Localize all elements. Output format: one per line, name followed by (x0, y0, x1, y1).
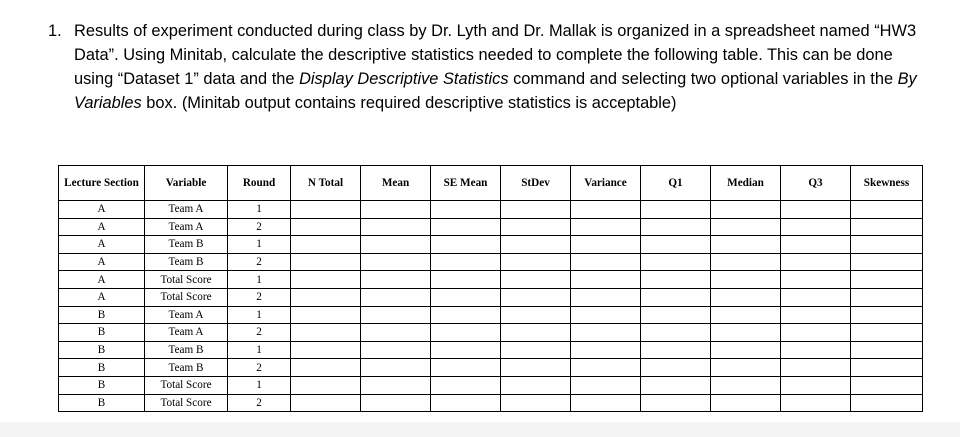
header-se-mean: SE Mean (431, 166, 501, 201)
cell-stdev-blank (501, 271, 571, 289)
cell-variable: Team B (145, 253, 228, 271)
cell-q3-blank (781, 218, 851, 236)
cell-se-mean-blank (431, 324, 501, 342)
cell-skewness-blank (851, 201, 923, 219)
cell-median-blank (711, 324, 781, 342)
cell-skewness-blank (851, 288, 923, 306)
cell-mean-blank (361, 324, 431, 342)
cell-lecture-section: B (59, 376, 145, 394)
cell-se-mean-blank (431, 394, 501, 412)
cell-n-total-blank (291, 306, 361, 324)
cell-se-mean-blank (431, 218, 501, 236)
table-row (59, 253, 923, 271)
cell-round: 1 (228, 201, 291, 219)
cell-variance-blank (571, 376, 641, 394)
table-row (59, 236, 923, 254)
command-name: Display Descriptive Statistics (299, 70, 509, 88)
cell-median-blank (711, 341, 781, 359)
cell-lecture-section: B (59, 359, 145, 377)
cell-n-total-blank (291, 359, 361, 377)
cell-variance-blank (571, 306, 641, 324)
cell-variance-blank (571, 288, 641, 306)
cell-se-mean-blank (431, 376, 501, 394)
cell-q1-blank (641, 236, 711, 254)
cell-median-blank (711, 359, 781, 377)
table-row (59, 306, 923, 324)
question-block (48, 19, 928, 115)
cell-round: 1 (228, 376, 291, 394)
cell-round: 1 (228, 306, 291, 324)
cell-round: 1 (228, 236, 291, 254)
cell-n-total-blank (291, 394, 361, 412)
header-round: Round (228, 166, 291, 201)
cell-mean-blank (361, 271, 431, 289)
question-text (74, 19, 928, 115)
cell-n-total-blank (291, 236, 361, 254)
cell-stdev-blank (501, 218, 571, 236)
header-q3: Q3 (781, 166, 851, 201)
cell-lecture-section: A (59, 218, 145, 236)
cell-stdev-blank (501, 288, 571, 306)
cell-se-mean-blank (431, 306, 501, 324)
cell-lecture-section: B (59, 341, 145, 359)
question-text-part: box. (Minitab output contains required descriptive statistics is acceptable) (141, 94, 677, 112)
cell-q1-blank (641, 288, 711, 306)
cell-q1-blank (641, 341, 711, 359)
cell-round: 1 (228, 271, 291, 289)
cell-q3-blank (781, 236, 851, 254)
cell-variable: Team B (145, 359, 228, 377)
cell-q1-blank (641, 306, 711, 324)
table-row (59, 218, 923, 236)
table-row (59, 201, 923, 219)
cell-round: 2 (228, 359, 291, 377)
cell-q1-blank (641, 359, 711, 377)
cell-stdev-blank (501, 201, 571, 219)
cell-round: 1 (228, 341, 291, 359)
cell-q1-blank (641, 253, 711, 271)
header-variable: Variable (145, 166, 228, 201)
table-row (59, 288, 923, 306)
cell-n-total-blank (291, 341, 361, 359)
cell-median-blank (711, 236, 781, 254)
cell-variance-blank (571, 341, 641, 359)
header-skewness: Skewness (851, 166, 923, 201)
cell-stdev-blank (501, 394, 571, 412)
cell-se-mean-blank (431, 341, 501, 359)
table-body (59, 201, 923, 412)
cell-n-total-blank (291, 376, 361, 394)
cell-q1-blank (641, 218, 711, 236)
cell-median-blank (711, 394, 781, 412)
cell-variance-blank (571, 201, 641, 219)
cell-se-mean-blank (431, 288, 501, 306)
cell-variable: Total Score (145, 288, 228, 306)
cell-variable: Total Score (145, 376, 228, 394)
cell-se-mean-blank (431, 236, 501, 254)
cell-median-blank (711, 218, 781, 236)
table-row (59, 341, 923, 359)
cell-mean-blank (361, 236, 431, 254)
cell-median-blank (711, 253, 781, 271)
bottom-edge (0, 422, 960, 437)
cell-variable: Team B (145, 341, 228, 359)
cell-mean-blank (361, 359, 431, 377)
cell-variable: Team A (145, 306, 228, 324)
cell-skewness-blank (851, 359, 923, 377)
cell-variance-blank (571, 324, 641, 342)
cell-skewness-blank (851, 394, 923, 412)
cell-q1-blank (641, 271, 711, 289)
cell-stdev-blank (501, 324, 571, 342)
header-variance: Variance (571, 166, 641, 201)
cell-stdev-blank (501, 253, 571, 271)
cell-lecture-section: A (59, 288, 145, 306)
cell-median-blank (711, 306, 781, 324)
cell-median-blank (711, 271, 781, 289)
cell-q3-blank (781, 271, 851, 289)
cell-variable: Team B (145, 236, 228, 254)
cell-n-total-blank (291, 253, 361, 271)
cell-skewness-blank (851, 306, 923, 324)
cell-q1-blank (641, 394, 711, 412)
table-row (59, 394, 923, 412)
cell-q1-blank (641, 201, 711, 219)
cell-mean-blank (361, 218, 431, 236)
cell-lecture-section: B (59, 306, 145, 324)
cell-q3-blank (781, 341, 851, 359)
cell-se-mean-blank (431, 201, 501, 219)
cell-se-mean-blank (431, 253, 501, 271)
cell-stdev-blank (501, 236, 571, 254)
cell-variance-blank (571, 236, 641, 254)
cell-q3-blank (781, 359, 851, 377)
cell-stdev-blank (501, 376, 571, 394)
cell-round: 2 (228, 324, 291, 342)
cell-round: 2 (228, 394, 291, 412)
cell-n-total-blank (291, 324, 361, 342)
cell-stdev-blank (501, 306, 571, 324)
cell-skewness-blank (851, 324, 923, 342)
cell-round: 2 (228, 218, 291, 236)
cell-q3-blank (781, 394, 851, 412)
cell-n-total-blank (291, 218, 361, 236)
cell-skewness-blank (851, 236, 923, 254)
question-number: 1. (48, 22, 62, 40)
box-name: By Variables (74, 70, 917, 112)
cell-skewness-blank (851, 341, 923, 359)
cell-n-total-blank (291, 201, 361, 219)
cell-median-blank (711, 201, 781, 219)
cell-variance-blank (571, 253, 641, 271)
cell-variable: Total Score (145, 271, 228, 289)
cell-q3-blank (781, 201, 851, 219)
cell-stdev-blank (501, 341, 571, 359)
cell-lecture-section: B (59, 394, 145, 412)
cell-q3-blank (781, 306, 851, 324)
cell-n-total-blank (291, 288, 361, 306)
header-n-total: N Total (291, 166, 361, 201)
cell-variable: Team A (145, 324, 228, 342)
cell-mean-blank (361, 341, 431, 359)
cell-q3-blank (781, 288, 851, 306)
cell-q1-blank (641, 324, 711, 342)
cell-variance-blank (571, 394, 641, 412)
cell-lecture-section: A (59, 271, 145, 289)
cell-q1-blank (641, 376, 711, 394)
question-text-part: Results of experiment conducted during class by Dr. Lyth and Dr. Mallak is organized in a spreadsheet named “HW3 Data”. Using Minitab, calculate the descriptive statistics needed to complete the following table. This can be done using “Dataset 1” data and the (74, 22, 917, 88)
cell-mean-blank (361, 306, 431, 324)
cell-mean-blank (361, 253, 431, 271)
cell-lecture-section: A (59, 253, 145, 271)
cell-lecture-section: A (59, 201, 145, 219)
cell-stdev-blank (501, 359, 571, 377)
cell-mean-blank (361, 201, 431, 219)
cell-variance-blank (571, 359, 641, 377)
cell-variable: Team A (145, 218, 228, 236)
question-text-part: command and selecting two optional variables in the (508, 70, 898, 88)
cell-q3-blank (781, 324, 851, 342)
cell-se-mean-blank (431, 359, 501, 377)
cell-skewness-blank (851, 253, 923, 271)
table-row (59, 271, 923, 289)
cell-variance-blank (571, 271, 641, 289)
cell-mean-blank (361, 394, 431, 412)
cell-lecture-section: A (59, 236, 145, 254)
cell-mean-blank (361, 288, 431, 306)
cell-round: 2 (228, 253, 291, 271)
cell-median-blank (711, 288, 781, 306)
cell-variance-blank (571, 218, 641, 236)
cell-round: 2 (228, 288, 291, 306)
header-mean: Mean (361, 166, 431, 201)
cell-variable: Team A (145, 201, 228, 219)
cell-skewness-blank (851, 271, 923, 289)
cell-q3-blank (781, 253, 851, 271)
table-header-row (59, 166, 923, 201)
header-stdev: StDev (501, 166, 571, 201)
cell-n-total-blank (291, 271, 361, 289)
cell-skewness-blank (851, 218, 923, 236)
header-lecture-section: Lecture Section (59, 166, 145, 201)
cell-mean-blank (361, 376, 431, 394)
header-median: Median (711, 166, 781, 201)
cell-skewness-blank (851, 376, 923, 394)
table-row (59, 324, 923, 342)
cell-median-blank (711, 376, 781, 394)
cell-lecture-section: B (59, 324, 145, 342)
cell-q3-blank (781, 376, 851, 394)
header-q1: Q1 (641, 166, 711, 201)
statistics-table (58, 165, 923, 412)
cell-variable: Total Score (145, 394, 228, 412)
cell-se-mean-blank (431, 271, 501, 289)
table-row (59, 376, 923, 394)
table-row (59, 359, 923, 377)
